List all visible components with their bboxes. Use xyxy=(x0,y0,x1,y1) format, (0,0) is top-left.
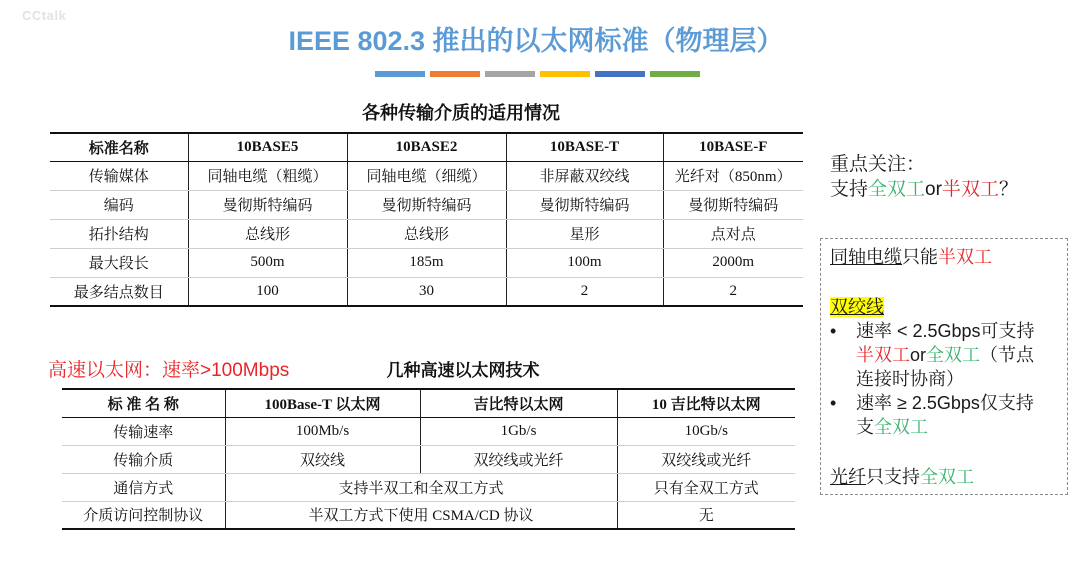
table1-row xyxy=(50,161,803,190)
table2-row-label: 介质访问控制协议 xyxy=(62,501,225,529)
focus-text: or xyxy=(925,179,942,200)
table2-row xyxy=(62,473,795,501)
table1-header-cell: 10BASE2 xyxy=(347,133,506,161)
bullet-rate-above-2-5g xyxy=(830,391,1067,439)
fiber-note xyxy=(830,465,1067,489)
watermark: CCtalk xyxy=(22,8,67,23)
table2-caption: 几种高速以太网技术 xyxy=(386,361,540,380)
table1-cell: 曼彻斯特编码 xyxy=(188,190,347,219)
focus-heading: 重点关注： xyxy=(830,154,926,175)
half-duplex-text: 半双工 xyxy=(856,345,910,365)
focus-text: 支持 xyxy=(830,179,869,200)
bullet-line xyxy=(856,343,1067,367)
bullet-line xyxy=(856,319,1067,343)
table1-cell: 100m xyxy=(506,248,663,277)
bullet-marker: • xyxy=(830,393,837,413)
table1-header-cell: 10BASE-T xyxy=(506,133,663,161)
table1-cell: 同轴电缆（细缆） xyxy=(347,161,506,190)
table1-row xyxy=(50,219,803,248)
table1-cell: 点对点 xyxy=(663,219,803,248)
coax-note xyxy=(830,245,1067,269)
media-table xyxy=(50,132,803,307)
accent-bar-segment xyxy=(595,71,645,77)
table2-merged-cell: 支持半双工和全双工方式 xyxy=(225,473,617,501)
note-text: 只支持 xyxy=(866,467,920,487)
table2-header-cell: 吉比特以太网 xyxy=(420,389,617,417)
full-duplex-text: 全双工 xyxy=(920,467,974,487)
twisted-pair-heading-line xyxy=(830,295,1067,319)
highspeed-ethernet-label: 高速以太网：速率>100Mbps xyxy=(48,360,290,381)
table1-cell: 曼彻斯特编码 xyxy=(506,190,663,219)
note-text: （节点 xyxy=(980,345,1035,365)
table1-cell: 曼彻斯特编码 xyxy=(663,190,803,219)
table2-row-label: 传输速率 xyxy=(62,417,225,445)
table1-row-label: 最多结点数目 xyxy=(50,277,188,306)
accent-bar xyxy=(375,71,700,77)
table1-cell: 曼彻斯特编码 xyxy=(347,190,506,219)
table2-header-cell: 10 吉比特以太网 xyxy=(617,389,795,417)
slide-title: IEEE 802.3 推出的以太网标准（物理层） xyxy=(288,26,784,56)
full-duplex-text: 全双工 xyxy=(874,417,928,437)
note-text: 速率 < 2.5Gbps可支持 xyxy=(856,321,1035,341)
table1-header-cell: 10BASE5 xyxy=(188,133,347,161)
table2-row-label: 通信方式 xyxy=(62,473,225,501)
table1-header-row xyxy=(50,133,803,161)
bullet-rate-below-2-5g xyxy=(830,319,1067,391)
table2-row-label: 传输介质 xyxy=(62,445,225,473)
bullet-line xyxy=(856,391,1067,415)
table1-row-label: 传输媒体 xyxy=(50,161,188,190)
table1-row-label: 拓扑结构 xyxy=(50,219,188,248)
table1-cell: 总线形 xyxy=(347,219,506,248)
table2-cell: 100Mb/s xyxy=(225,417,420,445)
table1-cell: 总线形 xyxy=(188,219,347,248)
table2-row xyxy=(62,501,795,529)
accent-bar-segment xyxy=(650,71,700,77)
accent-bar-segment xyxy=(430,71,480,77)
table1-cell: 非屏蔽双绞线 xyxy=(506,161,663,190)
note-text: 速率 ≥ 2.5Gbps仅支持 xyxy=(856,393,1034,413)
table1-cell: 185m xyxy=(347,248,506,277)
table2-cell: 无 xyxy=(617,501,795,529)
half-duplex-text: 半双工 xyxy=(941,179,999,200)
table1-cell: 同轴电缆（粗缆） xyxy=(188,161,347,190)
table2-row xyxy=(62,417,795,445)
note-text: 连接时协商） xyxy=(856,369,964,389)
table1-cell: 2 xyxy=(506,277,663,306)
table2-cell: 双绞线或光纤 xyxy=(420,445,617,473)
table1-cell: 500m xyxy=(188,248,347,277)
bullet-line xyxy=(856,367,1067,391)
accent-bar-segment xyxy=(485,71,535,77)
twisted-pair-heading: 双绞线 xyxy=(830,297,884,317)
table1-caption: 各种传输介质的适用情况 xyxy=(362,103,560,123)
table1-cell: 2000m xyxy=(663,248,803,277)
table1-row-label: 编码 xyxy=(50,190,188,219)
table1-row xyxy=(50,190,803,219)
fiber-label: 光纤 xyxy=(830,467,866,487)
note-text: or xyxy=(910,345,927,365)
coax-label: 同轴电缆 xyxy=(830,247,902,267)
full-duplex-text: 全双工 xyxy=(926,345,981,365)
focus-text: ？ xyxy=(998,179,1018,200)
note-text: 支 xyxy=(856,417,874,437)
bullet-line xyxy=(856,415,1067,439)
table2-cell: 1Gb/s xyxy=(420,417,617,445)
table1-header-cell: 标准名称 xyxy=(50,133,188,161)
table2-header-cell: 标 准 名 称 xyxy=(62,389,225,417)
focus-note xyxy=(830,152,1018,202)
highspeed-table xyxy=(62,388,795,530)
table2-cell: 10Gb/s xyxy=(617,417,795,445)
accent-bar-segment xyxy=(375,71,425,77)
bullet-marker: • xyxy=(830,321,837,341)
duplex-notes-box xyxy=(820,238,1068,495)
table1-cell: 2 xyxy=(663,277,803,306)
table1-cell: 光纤对（850nm） xyxy=(663,161,803,190)
table2-merged-cell: 半双工方式下使用 CSMA/CD 协议 xyxy=(225,501,617,529)
table2-cell: 只有全双工方式 xyxy=(617,473,795,501)
table1-row xyxy=(50,248,803,277)
table1-cell: 星形 xyxy=(506,219,663,248)
focus-question xyxy=(830,177,1018,202)
table1-row xyxy=(50,277,803,306)
table1-header-cell: 10BASE-F xyxy=(663,133,803,161)
table2-header-cell: 100Base-T 以太网 xyxy=(225,389,420,417)
full-duplex-text: 全双工 xyxy=(868,179,926,200)
half-duplex-text: 半双工 xyxy=(938,247,992,267)
accent-bar-segment xyxy=(540,71,590,77)
table2-cell: 双绞线或光纤 xyxy=(617,445,795,473)
table2-header-row xyxy=(62,389,795,417)
table1-cell: 30 xyxy=(347,277,506,306)
table1-cell: 100 xyxy=(188,277,347,306)
table2-row xyxy=(62,445,795,473)
note-text: 只能 xyxy=(902,247,938,267)
table2-cell: 双绞线 xyxy=(225,445,420,473)
table1-row-label: 最大段长 xyxy=(50,248,188,277)
